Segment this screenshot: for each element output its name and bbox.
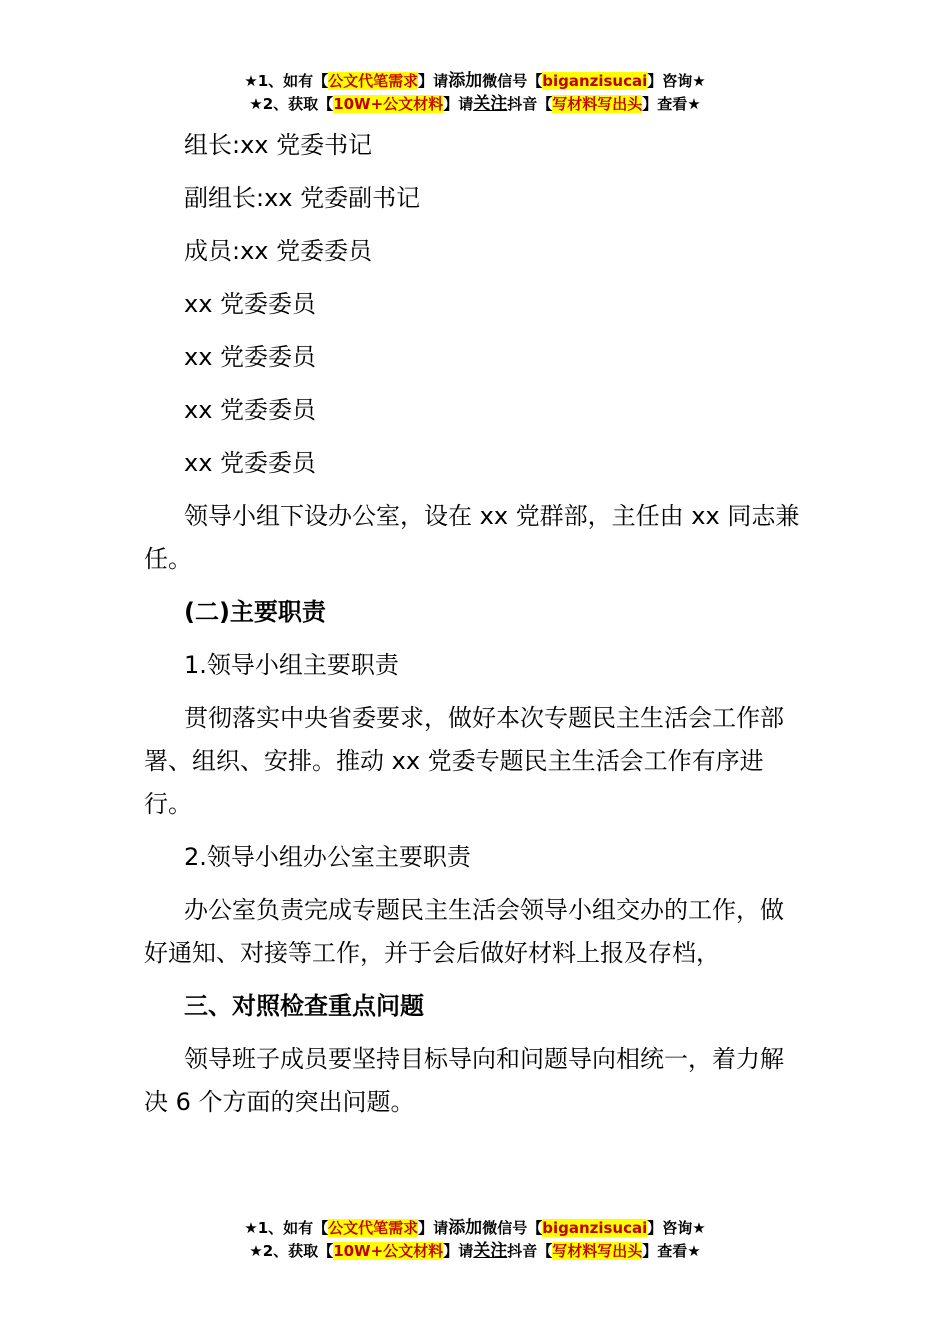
office-paragraph: 领导小组下设办公室，设在 xx 党群部，主任由 xx 同志兼任。 xyxy=(144,502,800,573)
banner-text: 抖音【 xyxy=(507,1242,553,1260)
banner-highlight: 10W+公文材料 xyxy=(333,1242,444,1260)
banner-emphasis: 添加 xyxy=(448,1218,483,1238)
section-heading: 三、对照检查重点问题 xyxy=(184,992,424,1020)
banner-text: 】请 xyxy=(443,1242,474,1260)
banner-text: 微信号【 xyxy=(482,72,543,90)
banner-text: ★2、获取【 xyxy=(249,95,334,113)
banner-text: 微信号【 xyxy=(482,1219,543,1237)
duty1-paragraph: 贯彻落实中央省委要求，做好本次专题民主生活会工作部署、组织、安排。推动 xx 党委专题民主生活会工作有序进行。 xyxy=(144,704,784,818)
banner-text: 】咨询★ xyxy=(647,1219,706,1237)
banner-emphasis: 添加 xyxy=(448,71,483,91)
subsection-heading: 1.领导小组主要职责 xyxy=(184,651,399,679)
banner-text: ★1、如有【 xyxy=(244,72,329,90)
banner-line-2 xyxy=(0,1240,950,1263)
banner-highlight: 公文代笔需求 xyxy=(328,72,419,90)
subsection-heading: 2.领导小组办公室主要职责 xyxy=(184,843,471,871)
leader-line: 组长:xx 党委书记 xyxy=(184,131,373,159)
banner-text: 】查看★ xyxy=(642,95,701,113)
banner-text: 】咨询★ xyxy=(647,72,706,90)
footer-banner xyxy=(0,1217,950,1263)
duty2-paragraph: 办公室负责完成专题民主生活会领导小组交办的工作，做好通知、对接等工作，并于会后做好材料上报及存档， xyxy=(144,896,784,967)
banner-text: ★2、获取【 xyxy=(249,1242,334,1260)
banner-text: 】请 xyxy=(443,95,474,113)
banner-text: ★1、如有【 xyxy=(244,1219,329,1237)
banner-highlight: 写材料写出头 xyxy=(552,95,643,113)
member-line: 成员:xx 党委委员 xyxy=(184,237,373,265)
member-line: xx 党委委员 xyxy=(184,396,317,424)
banner-line-2 xyxy=(0,93,950,116)
section-heading: (二)主要职责 xyxy=(184,598,326,626)
banner-highlight: biganzisucai xyxy=(542,72,648,90)
banner-line-1 xyxy=(0,70,950,93)
banner-text: 】请 xyxy=(418,1219,449,1237)
member-line: xx 党委委员 xyxy=(184,290,317,318)
banner-line-1 xyxy=(0,1217,950,1240)
banner-highlight: biganzisucai xyxy=(542,1219,648,1237)
banner-emphasis: 关注 xyxy=(473,94,508,114)
banner-highlight: 公文代笔需求 xyxy=(328,1219,419,1237)
member-line: xx 党委委员 xyxy=(184,343,317,371)
banner-text: 抖音【 xyxy=(507,95,553,113)
member-line: xx 党委委员 xyxy=(184,449,317,477)
deputy-line: 副组长:xx 党委副书记 xyxy=(184,184,421,212)
banner-highlight: 写材料写出头 xyxy=(552,1242,643,1260)
header-banner xyxy=(0,70,950,116)
banner-text: 】查看★ xyxy=(642,1242,701,1260)
banner-emphasis: 关注 xyxy=(473,1241,508,1261)
section3-paragraph: 领导班子成员要坚持目标导向和问题导向相统一，着力解决 6 个方面的突出问题。 xyxy=(144,1045,784,1116)
banner-highlight: 10W+公文材料 xyxy=(333,95,444,113)
banner-text: 】请 xyxy=(418,72,449,90)
document-body xyxy=(144,124,804,1124)
